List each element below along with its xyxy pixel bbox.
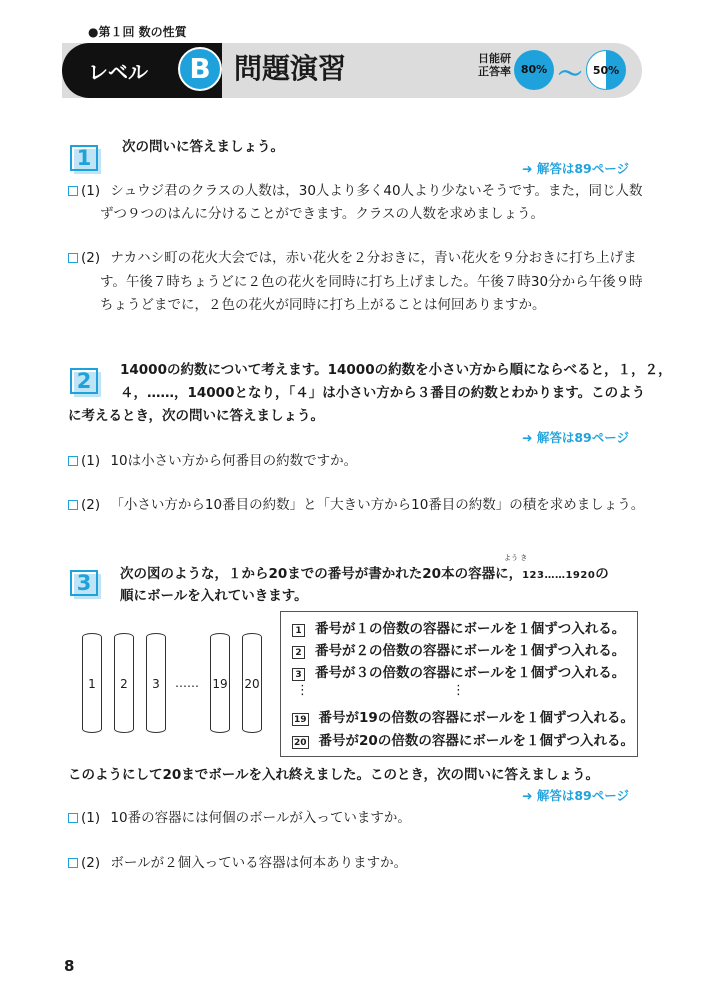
- rule-19: 19 番号が19の倍数の容器にボールを１個ずつ入れる。: [294, 710, 635, 726]
- q2-answer-ref[interactable]: ➜ 解答は89ページ: [522, 430, 629, 445]
- tube-3: 3: [146, 633, 166, 733]
- tube-1: 1: [82, 633, 102, 733]
- level-prefix: レベル: [88, 60, 148, 84]
- q2-intro-line1: 14000の約数について考えます。14000の約数を小さい方から順にならべると，１，２，: [120, 362, 672, 378]
- q1-part2: (2) ナカハシ町の花火大会では，赤い花火を２分おきに，青い花火を９分おきに打ち上げま: [68, 248, 637, 268]
- checkbox-icon[interactable]: [68, 813, 78, 823]
- q1-part2-line3: ちょうどまでに，２色の花火が同時に打ち上がることは何回ありますか。: [100, 297, 546, 313]
- q2-part2: (2) 「小さい方から10番目の約数」と「大きい方から10番目の約数」の積を求めましょう。: [68, 495, 644, 515]
- q3-intro-line1: 次の図のような，１から20までの番号が書かれた20本の容器に，123……1920の: [120, 566, 609, 582]
- tube-2: 2: [114, 633, 134, 733]
- rule-20: 20 番号が20の倍数の容器にボールを１個ずつ入れる。: [294, 733, 635, 749]
- tube-19: 19: [210, 633, 230, 733]
- rule-1: 1 番号が１の倍数の容器にボールを１個ずつ入れる。: [292, 619, 625, 639]
- checkbox-icon[interactable]: [68, 858, 78, 868]
- question-number-2: 2: [70, 368, 98, 394]
- q3-intro-line2: 順にボールを入れていきます。: [120, 588, 308, 604]
- rate-label: 日能研 正答率: [478, 52, 511, 78]
- tube-20: 20: [242, 633, 262, 733]
- rule-vdots-right: ⋮: [452, 683, 465, 698]
- q1-answer-ref[interactable]: ➜ 解答は89ページ: [522, 161, 629, 176]
- rule-2: 2 番号が２の倍数の容器にボールを１個ずつ入れる。: [292, 641, 625, 661]
- rate-tilde: 〜: [558, 60, 582, 88]
- q1-part2-line2: す。午後７時ちょうどに２色の花火を同時に打ち上げました。午後７時30分から午後９時: [100, 274, 643, 290]
- ruby-youki: よう き: [504, 554, 528, 562]
- page-title: 問題演習: [234, 52, 347, 85]
- q3-answer-ref[interactable]: ➜ 解答は89ページ: [522, 788, 629, 803]
- page-number: 8: [64, 957, 75, 975]
- q2-intro-line2: ４，……，14000となり，「４」は小さい方から３番目の約数とわかります。このよう: [120, 385, 646, 401]
- question-number-1: 1: [70, 145, 98, 171]
- section-label: ●第１回 数の性質: [88, 25, 187, 39]
- q3-outro: このようにして20までボールを入れ終えました。このとき，次の問いに答えましょう。: [68, 767, 599, 783]
- rule-3: 3 番号が３の倍数の容器にボールを１個ずつ入れる。: [292, 663, 625, 683]
- checkbox-icon[interactable]: [68, 186, 78, 196]
- tube-ellipsis: ……: [175, 676, 199, 690]
- rate-low-circle: 50%: [586, 50, 626, 90]
- q1-part1: (1) シュウジ君のクラスの人数は，30人より多く40人より少ないそうです。また，同じ人数: [68, 181, 643, 201]
- checkbox-icon[interactable]: [68, 253, 78, 263]
- q2-part1: (1) 10は小さい方から何番目の約数ですか。: [68, 451, 357, 471]
- checkbox-icon[interactable]: [68, 500, 78, 510]
- q1-intro: 次の問いに答えましょう。: [122, 139, 284, 155]
- q3-part2: (2) ボールが２個入っている容器は何本ありますか。: [68, 853, 407, 873]
- q3-part1: (1) 10番の容器には何個のボールが入っていますか。: [68, 808, 411, 828]
- q2-intro-line3: に考えるとき，次の問いに答えましょう。: [68, 408, 324, 424]
- rate-high-circle: 80%: [514, 50, 554, 90]
- checkbox-icon[interactable]: [68, 456, 78, 466]
- rule-vdots-left: ⋮: [296, 683, 309, 698]
- level-letter: B: [178, 47, 222, 91]
- q1-part1-line2: ずつ９つのはんに分けることができます。クラスの人数を求めましょう。: [100, 206, 545, 222]
- question-number-3: 3: [70, 570, 98, 596]
